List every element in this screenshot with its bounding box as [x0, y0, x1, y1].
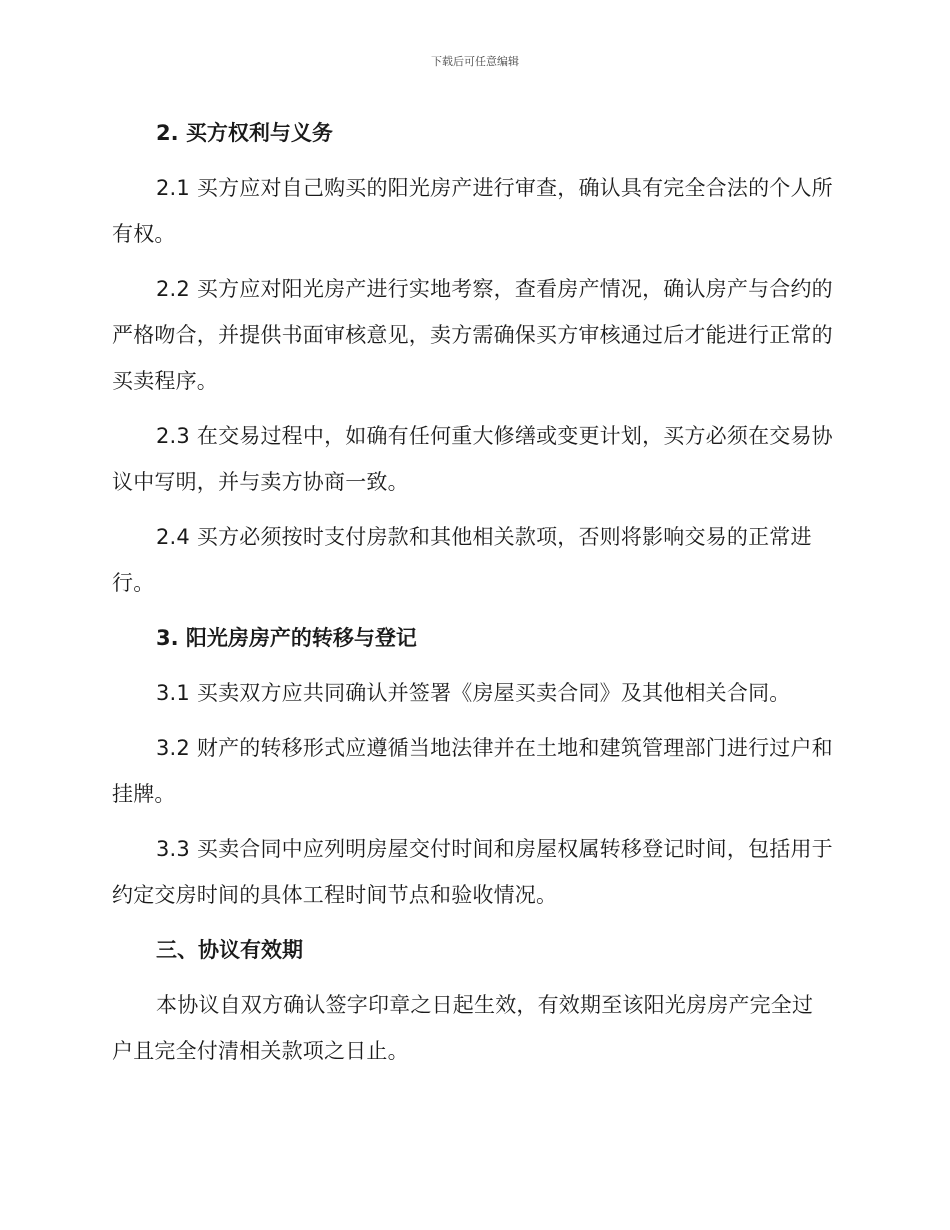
paragraph-3-3: 3.3 买卖合同中应列明房屋交付时间和房屋权属转移登记时间，包括用于约定交房时间的具体工程时间节点和验收情况。	[112, 837, 833, 907]
paragraph-validity: 本协议自双方确认签字印章之日起生效，有效期至该阳光房房产完全过户且完全付清相关款项之日止。	[112, 993, 814, 1063]
paragraph-2-1: 2.1 买方应对自己购买的阳光房产进行审查，确认具有完全合法的个人所有权。	[112, 176, 833, 246]
section-heading-transfer-registration: 3. 阳光房房产的转移与登记	[156, 626, 417, 650]
paragraph-3-1: 3.1 买卖双方应共同确认并签署《房屋买卖合同》及其他相关合同。	[156, 681, 791, 705]
document-body	[112, 110, 834, 1083]
paragraph-2-2: 2.2 买方应对阳光房产进行实地考察，查看房产情况，确认房产与合约的严格吻合，并提供书面审核意见，卖方需确保买方审核通过后才能进行正常的买卖程序。	[112, 277, 833, 393]
section-heading-buyer-rights: 2. 买方权利与义务	[156, 121, 333, 145]
paragraph-2-4: 2.4 买方必须按时支付房款和其他相关款项，否则将影响交易的正常进行。	[112, 525, 812, 595]
paragraph-3-2: 3.2 财产的转移形式应遵循当地法律并在土地和建筑管理部门进行过户和挂牌。	[112, 736, 833, 806]
header-note: 下载后可任意编辑	[431, 55, 519, 68]
section-heading-validity-period: 三、协议有效期	[156, 938, 303, 962]
paragraph-2-3: 2.3 在交易过程中，如确有任何重大修缮或变更计划，买方必须在交易协议中写明，并与卖方协商一致。	[112, 424, 833, 494]
